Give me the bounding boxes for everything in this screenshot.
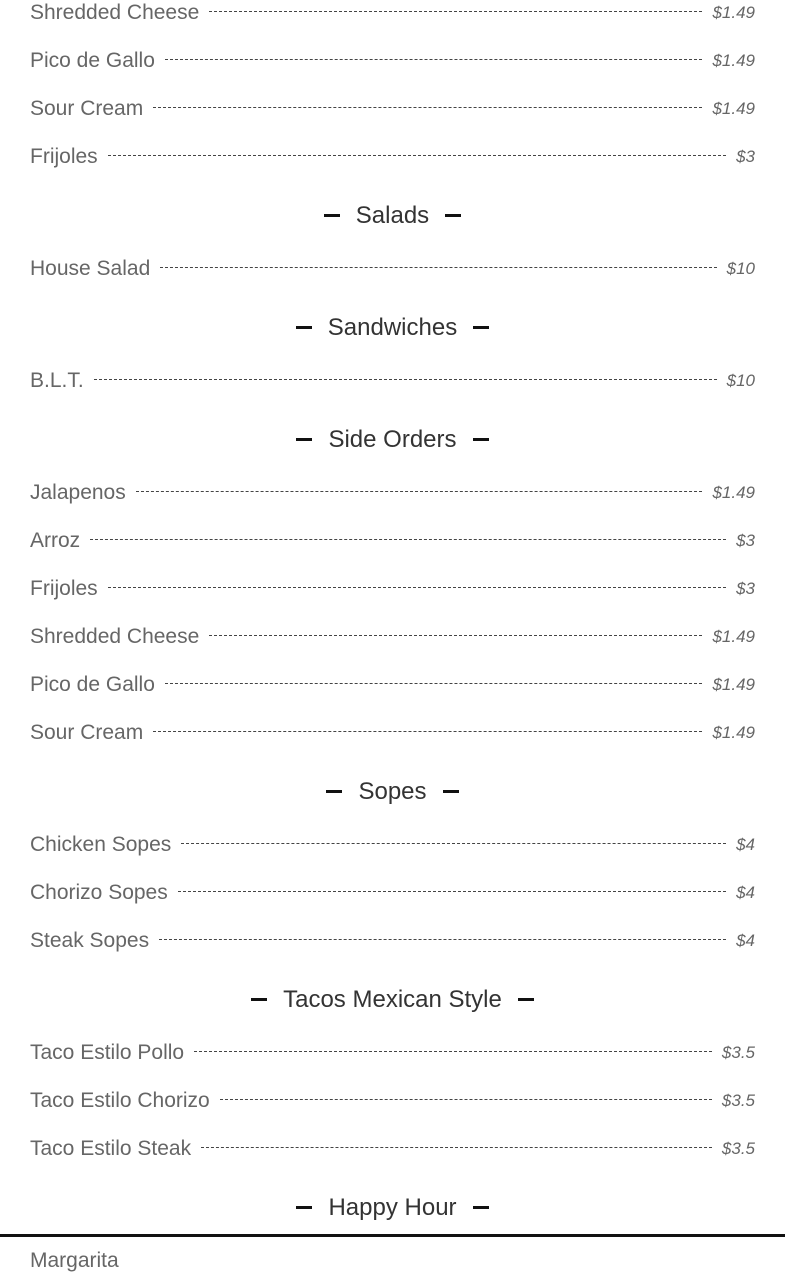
menu-item-name: Margarita [30, 1249, 119, 1272]
menu-item [30, 0, 755, 37]
menu-item-name: Taco Estilo Chorizo [30, 1089, 210, 1112]
menu-item-price: $1.49 [712, 627, 755, 646]
heading-dash-right [473, 1206, 489, 1209]
menu-item-price: $3 [736, 579, 755, 598]
menu-item-name: Pico de Gallo [30, 49, 155, 72]
menu-item-name: Arroz [30, 529, 81, 552]
heading-dash-right [473, 326, 489, 329]
menu-item [30, 85, 755, 133]
menu-item-name: Frijoles [30, 145, 98, 168]
section-heading [30, 410, 755, 469]
section-heading [30, 970, 755, 1029]
heading-dash-left [296, 326, 312, 329]
dotted-leader [201, 1147, 712, 1148]
dotted-leader [165, 683, 703, 684]
menu-item-name: Sour Cream [30, 97, 144, 120]
dotted-leader [220, 1099, 712, 1100]
menu-item [30, 869, 755, 917]
section-heading [30, 186, 755, 245]
menu-item-price: $1.49 [712, 675, 755, 694]
dotted-leader [90, 539, 726, 540]
menu-item-price: $10 [726, 259, 755, 278]
dotted-leader [153, 107, 702, 108]
menu-item [30, 517, 755, 565]
menu-item-name: Jalapenos [30, 481, 126, 504]
dotted-leader [194, 1051, 712, 1052]
heading-dash-right [473, 438, 489, 441]
menu-item-name: B.L.T. [30, 369, 84, 392]
dotted-leader [181, 843, 726, 844]
menu-item-price: $3.5 [721, 1043, 755, 1062]
dotted-leader [165, 59, 703, 60]
section-title: Happy Hour [328, 1193, 457, 1221]
heading-dash-right [445, 214, 461, 217]
dotted-leader [153, 731, 702, 732]
menu-item-name: Chicken Sopes [30, 833, 172, 856]
menu-item-price: $1.49 [712, 723, 755, 742]
section-heading [30, 1178, 755, 1237]
menu-item [30, 1077, 755, 1125]
menu-item-price: $4 [736, 931, 755, 950]
menu-item [30, 245, 755, 293]
dotted-leader [108, 587, 726, 588]
heading-dash-left [296, 1206, 312, 1209]
menu-item-price: $1.49 [712, 483, 755, 502]
menu-item-name: Sour Cream [30, 721, 144, 744]
menu-item-name: Frijoles [30, 577, 98, 600]
heading-dash-left [326, 790, 342, 793]
heading-dash-left [296, 438, 312, 441]
menu-item [30, 1125, 755, 1173]
menu-item [30, 613, 755, 661]
menu-item-price: $3.5 [721, 1091, 755, 1110]
section-title: Sopes [358, 777, 427, 805]
menu-item [30, 565, 755, 613]
dotted-leader [159, 939, 726, 940]
dotted-leader [178, 891, 726, 892]
section-heading [30, 298, 755, 357]
menu-item-name: Steak Sopes [30, 929, 150, 952]
menu-item-name: Chorizo Sopes [30, 881, 168, 904]
heading-dash-left [251, 998, 267, 1001]
menu-item [30, 357, 755, 405]
menu-item [30, 821, 755, 869]
heading-dash-right [443, 790, 459, 793]
dotted-leader [94, 379, 717, 380]
menu-item [30, 37, 755, 85]
dotted-leader [209, 11, 702, 12]
menu-item-price: $1.49 [712, 99, 755, 118]
menu-item-price: $4 [736, 835, 755, 854]
section-title: Salads [355, 201, 430, 229]
menu-item-name: Taco Estilo Steak [30, 1137, 192, 1160]
menu-item-name: House Salad [30, 257, 151, 280]
menu-item-price: $1.49 [712, 3, 755, 22]
menu-item-price: $3 [736, 531, 755, 550]
menu-item-price: $10 [726, 371, 755, 390]
menu-item [30, 1029, 755, 1077]
menu-item [30, 709, 755, 757]
menu-item-price: $3.5 [721, 1139, 755, 1158]
section-title: Sandwiches [327, 313, 458, 341]
menu-item-price: $1.49 [712, 51, 755, 70]
heading-dash-right [518, 998, 534, 1001]
menu-item [30, 1237, 755, 1285]
menu-item-price: $4 [736, 883, 755, 902]
menu-item-price: $3 [736, 147, 755, 166]
menu-item [30, 469, 755, 517]
menu-item [30, 133, 755, 181]
menu-item [30, 917, 755, 965]
menu-item-name: Taco Estilo Pollo [30, 1041, 185, 1064]
section-heading [30, 762, 755, 821]
dotted-leader [160, 267, 716, 268]
dotted-leader [209, 635, 702, 636]
section-title: Side Orders [328, 425, 457, 453]
menu-item-name: Shredded Cheese [30, 1, 200, 24]
dotted-leader [136, 491, 703, 492]
dotted-leader [108, 155, 726, 156]
heading-dash-left [324, 214, 340, 217]
section-title: Tacos Mexican Style [283, 985, 502, 1013]
menu-item [30, 661, 755, 709]
menu-item-name: Shredded Cheese [30, 625, 200, 648]
menu-item-name: Pico de Gallo [30, 673, 155, 696]
